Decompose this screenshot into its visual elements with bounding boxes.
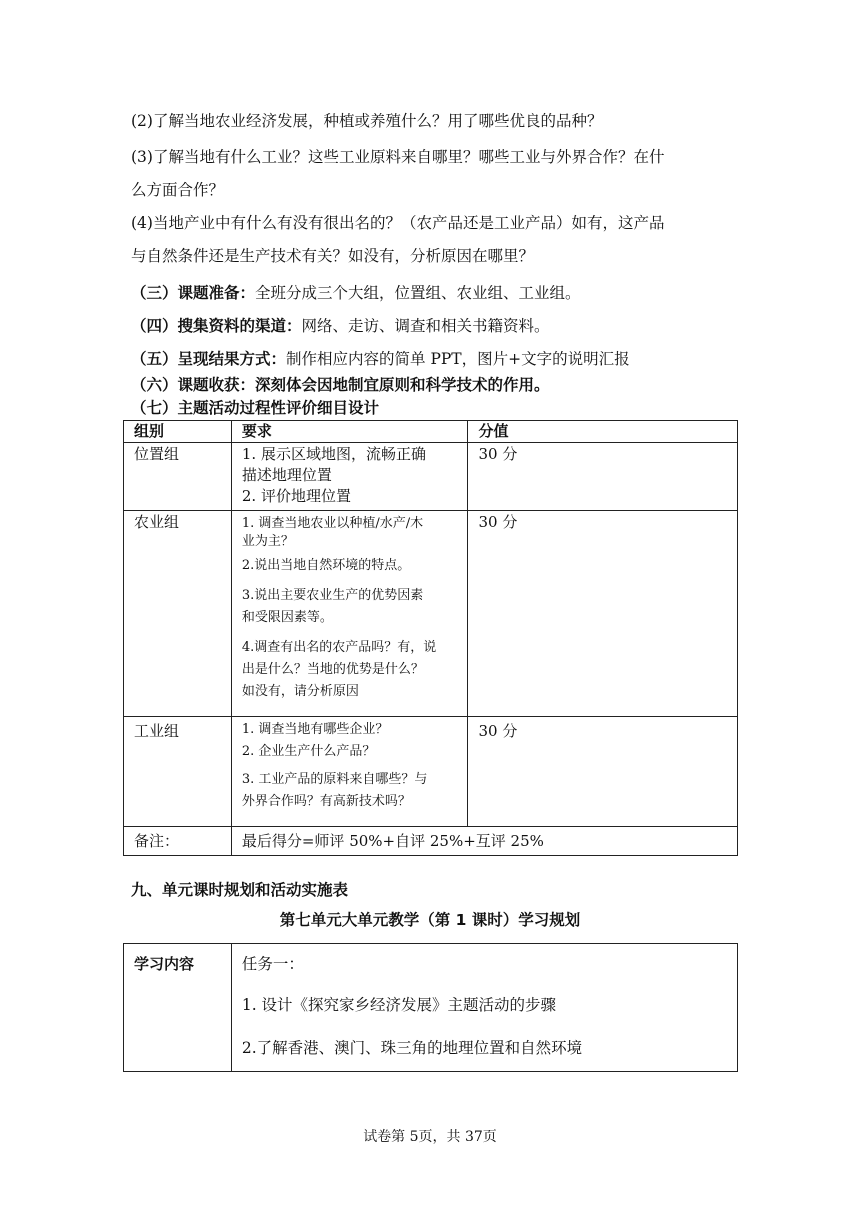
section-3-label: （三）课题准备： [131, 284, 256, 302]
note-label: 备注： [124, 827, 232, 856]
requirement-line: 2.说出当地自然环境的特点。 [241, 558, 411, 573]
section-3 [131, 283, 581, 303]
group-name: 工业组 [124, 717, 232, 827]
requirement-line: 1. 展示区域地图，流畅正确 [241, 445, 426, 463]
section-4-text: 网络、走访、调查和相关书籍资料。 [301, 317, 550, 335]
section-5-label: （五）呈现结果方式： [131, 350, 287, 368]
plan-table [123, 943, 738, 1072]
evaluation-table [123, 420, 738, 856]
header-requirement: 要求 [231, 421, 468, 443]
plan-line: 1. 设计《探究家乡经济发展》主题活动的步骤 [241, 996, 557, 1014]
plan-line: 2.了解香港、澳门、珠三角的地理位置和自然环境 [241, 1039, 583, 1057]
note-text: 最后得分=师评 50%+自评 25%+互评 25% [231, 827, 737, 856]
requirement-line: 2. 企业生产什么产品？ [241, 744, 376, 759]
plan-title: 第七单元大单元教学（第 1 课时）学习规划 [279, 911, 581, 929]
table-note-row [124, 827, 738, 856]
table-row [124, 944, 738, 1072]
requirement-line: 3.说出主要农业生产的优势因素 [241, 588, 424, 603]
group-name: 位置组 [124, 443, 232, 511]
header-group: 组别 [124, 421, 232, 443]
table-header-row [124, 421, 738, 443]
requirement-line: 3. 工业产品的原料来自哪些？与 [241, 772, 428, 787]
plan-line: 任务一： [241, 955, 304, 973]
plan-label: 学习内容 [124, 944, 232, 1072]
table-row [124, 511, 738, 717]
section-4-label: （四）搜集资料的渠道： [131, 317, 302, 335]
question-3-line1: (3)了解当地有什么工业？这些工业原料来自哪里？哪些工业与外界合作？在什 [131, 148, 665, 166]
score-value: 30 分 [468, 443, 738, 511]
group-name: 农业组 [124, 511, 232, 717]
requirement-line: 2. 评价地理位置 [241, 487, 351, 505]
page-footer: 试卷第 5页，共 37页 [363, 1129, 497, 1145]
requirement-line: 4.调查有出名的农产品吗？有，说 [241, 640, 437, 655]
section-5-text: 制作相应内容的简单 PPT，图片+文字的说明汇报 [286, 350, 630, 368]
requirement-cell [231, 511, 468, 717]
question-3-line2: 么方面合作？ [131, 181, 225, 199]
section-3-text: 全班分成三个大组，位置组、农业组、工业组。 [255, 284, 581, 302]
requirement-line: 1. 调查当地有哪些企业？ [241, 722, 389, 737]
requirement-line: 业为主？ [241, 534, 294, 549]
requirement-line: 出是什么？当地的优势是什么？ [241, 662, 424, 677]
question-4-line2: 与自然条件还是生产技术有关？如没有，分析原因在哪里？ [131, 247, 535, 265]
section-9-heading: 九、单元课时规划和活动实施表 [131, 881, 349, 899]
question-4-line1: (4)当地产业中有什么有没有很出名的？（农产品还是工业产品）如有，这产品 [131, 214, 665, 232]
requirement-line: 如没有，请分析原因 [241, 684, 359, 699]
requirement-cell [231, 717, 468, 827]
section-4 [131, 316, 550, 336]
table-row [124, 443, 738, 511]
requirement-line: 和受限因素等。 [241, 610, 333, 625]
requirement-cell [231, 443, 468, 511]
score-value: 30 分 [468, 717, 738, 827]
header-score: 分值 [468, 421, 738, 443]
question-2: (2)了解当地农业经济发展，种植或养殖什么？用了哪些优良的品种？ [131, 112, 603, 130]
section-5 [131, 349, 630, 369]
requirement-line: 描述地理位置 [241, 466, 332, 484]
score-value: 30 分 [468, 511, 738, 717]
requirement-line: 1. 调查当地农业以种植/水产/木 [241, 516, 424, 531]
plan-content [231, 944, 737, 1072]
table-row [124, 717, 738, 827]
section-6: （六）课题收获：深刻体会因地制宜原则和科学技术的作用。 [131, 376, 550, 394]
requirement-line: 外界合作吗？有高新技术吗？ [241, 794, 411, 809]
section-7: （七）主题活动过程性评价细目设计 [131, 399, 380, 417]
